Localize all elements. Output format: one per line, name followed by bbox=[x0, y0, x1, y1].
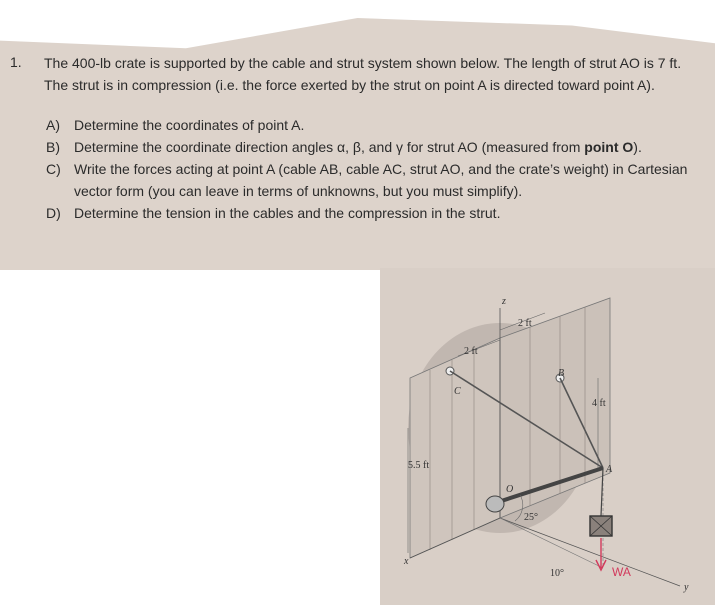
label-x: x bbox=[404, 556, 409, 567]
part-letter: A) bbox=[46, 117, 60, 133]
part-text-post: ). bbox=[633, 139, 642, 155]
part-text-bold: point O bbox=[584, 139, 634, 155]
label-y: y bbox=[684, 582, 689, 593]
part-d bbox=[46, 202, 700, 224]
part-c bbox=[46, 158, 700, 202]
part-letter: D) bbox=[46, 205, 61, 221]
label-point-b: B bbox=[558, 368, 565, 379]
strut-cable-figure bbox=[380, 268, 715, 605]
part-text: Write the forces acting at point A (cable AB, cable AC, strut AO, and the crate’s weight) in Cartesian vector form (you can leave in terms of unknowns, but you must simplify). bbox=[74, 161, 688, 199]
label-point-c: C bbox=[454, 386, 461, 397]
label-point-a: A bbox=[606, 464, 613, 475]
projection-line bbox=[500, 518, 603, 568]
label-5-5ft: 5.5 ft bbox=[408, 460, 430, 471]
label-2ft-top: 2 ft bbox=[518, 318, 532, 329]
label-10-deg: 10° bbox=[550, 568, 564, 579]
problem-number: 1. bbox=[10, 54, 22, 70]
problem-text bbox=[10, 52, 700, 224]
label-2ft-left: 2 ft bbox=[464, 346, 478, 357]
part-letter: B) bbox=[46, 139, 60, 155]
part-b bbox=[46, 136, 700, 158]
figure-svg bbox=[380, 268, 715, 605]
label-point-o: O bbox=[506, 484, 514, 495]
part-a bbox=[46, 114, 700, 136]
problem-stem: The 400-lb crate is supported by the cable and strut system shown below. The length of strut AO is 7 ft. The strut is in compression (i.e. the force exerted by the strut on point A is directed toward point A). bbox=[44, 55, 682, 93]
part-text: Determine the tension in the cables and the compression in the strut. bbox=[74, 205, 501, 221]
handwritten-note: WA bbox=[612, 565, 631, 579]
label-z: z bbox=[502, 296, 506, 307]
part-letter: C) bbox=[46, 161, 61, 177]
label-4ft: 4 ft bbox=[592, 398, 606, 409]
label-25-deg: 25° bbox=[524, 512, 538, 523]
ball-joint-o bbox=[486, 496, 504, 512]
part-text: Determine the coordinates of point A. bbox=[74, 117, 305, 133]
part-text-pre: Determine the coordinate direction angles α, β, and γ for strut AO (measured from bbox=[74, 139, 585, 155]
part-text bbox=[74, 136, 700, 158]
problem-parts bbox=[46, 114, 700, 224]
